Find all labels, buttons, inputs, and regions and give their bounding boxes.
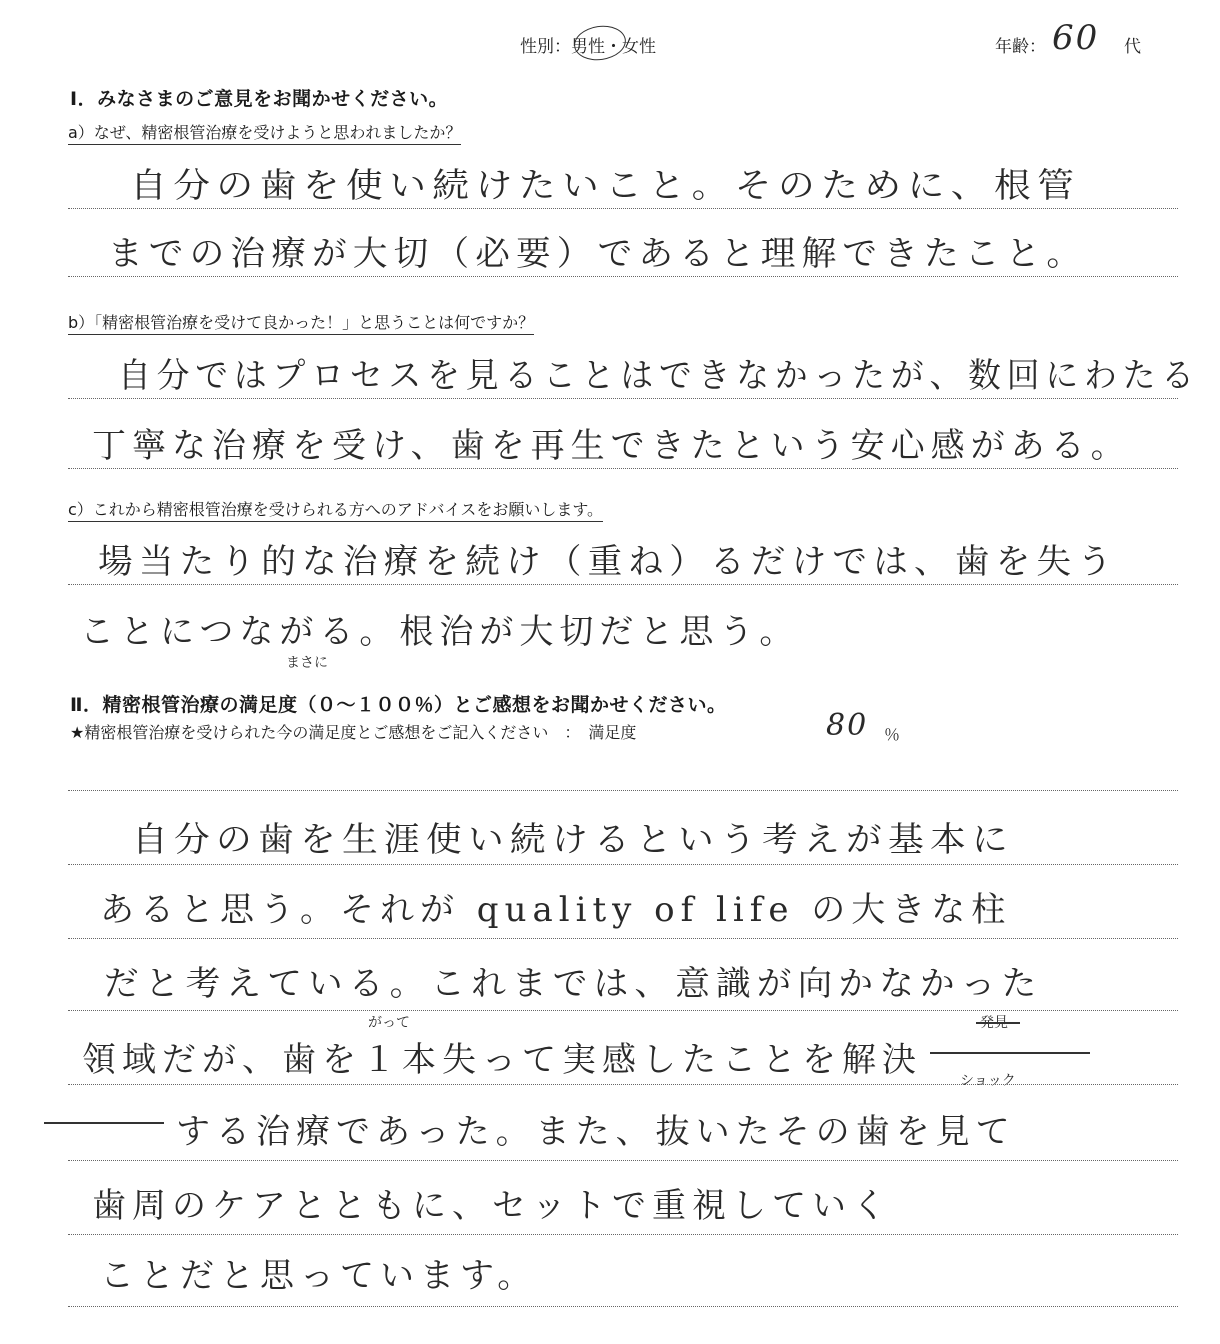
answer-c-annotation: まさに (286, 655, 328, 671)
section2-title: Ⅱ．精密根管治療の満足度（０～１００％）とご感想をお聞かせください。 (70, 694, 727, 716)
strikethrough-mark (976, 1022, 1020, 1024)
satisfaction-comment-line-6: 歯周のケアとともに、セットで重視していく (92, 1186, 892, 1226)
answer-b-line-2: 丁寧な治療を受け、歯を再生できたという安心感がある。 (92, 426, 1131, 466)
question-c: c）これから精密根管治療を受けられる方へのアドバイスをお願いします。 (68, 497, 603, 522)
answer-a-line-1: 自分の歯を使い続けたいこと。そのために、根管 (130, 166, 1081, 206)
satisfaction-value: 80 (826, 708, 869, 743)
gender-label: 性別： (520, 37, 571, 57)
writing-line (68, 1160, 1178, 1161)
male-selection-circle (572, 23, 628, 64)
age-label: 年齢： (995, 37, 1046, 57)
satisfaction-comment-line-2: あると思う。それが quality of life の大きな柱 (100, 890, 1012, 930)
writing-line (68, 276, 1178, 277)
writing-line (68, 398, 1178, 399)
writing-line (68, 1234, 1178, 1235)
section1-title: Ⅰ．みなさまのご意見をお聞かせください。 (70, 88, 449, 110)
writing-line (68, 468, 1178, 469)
strikethrough-mark (44, 1122, 164, 1124)
gender-option-male: 男性 (571, 37, 605, 57)
writing-line (68, 1084, 1178, 1085)
satisfaction-prompt (70, 720, 636, 743)
gender-option-female: 女性 (622, 37, 656, 57)
question-b: b）「精密根管治療を受けて良かった！」と思うことは何ですか？ (68, 310, 534, 335)
annotation-crossed: 発見 (980, 1015, 1008, 1031)
strikethrough-mark (930, 1052, 1090, 1054)
writing-line (68, 864, 1178, 865)
answer-a-line-2: までの治療が大切（必要）であると理解できたこと。 (108, 234, 1088, 274)
writing-line (68, 584, 1178, 585)
writing-line (68, 1306, 1178, 1307)
satisfaction-comment-line-1: 自分の歯を生涯使い続けるという考えが基本に (132, 820, 1014, 860)
annotation-insert: がって (368, 1015, 410, 1031)
writing-line (68, 208, 1178, 209)
satisfaction-comment-line-5: する治療であった。また、抜いたその歯を見て (176, 1112, 1016, 1152)
writing-line (68, 790, 1178, 791)
writing-line (68, 938, 1178, 939)
answer-b-line-1: 自分ではプロセスを見ることはできなかったが、数回にわたる (118, 356, 1200, 396)
gender-separator: ・ (605, 37, 622, 57)
satisfaction-comment-line-7: ことだと思っています。 (100, 1256, 538, 1296)
age-field (995, 32, 1046, 57)
question-a: a）なぜ、精密根管治療を受けようと思われましたか？ (68, 120, 461, 145)
satisfaction-label: ★精密根管治療を受けられた今の満足度とご感想をご記入ください ： 満足度 (70, 723, 637, 742)
annotation-inserted-word: ショック (960, 1073, 1016, 1089)
satisfaction-comment-line-4: 領域だが、歯を１本失って実感したことを解決 (82, 1040, 922, 1080)
satisfaction-comment-line-3: だと考えている。これまでは、意識が向かなかった (104, 964, 1043, 1004)
answer-c-line-2: ことにつながる。根治が大切だと思う。 (80, 612, 800, 652)
satisfaction-unit: ％ (884, 725, 901, 744)
writing-line (68, 1010, 1178, 1011)
age-suffix: 代 (1124, 37, 1141, 57)
answer-c-line-1: 場当たり的な治療を続け（重ね）るだけでは、歯を失う (98, 542, 1118, 582)
age-value: 60 (1052, 18, 1100, 58)
